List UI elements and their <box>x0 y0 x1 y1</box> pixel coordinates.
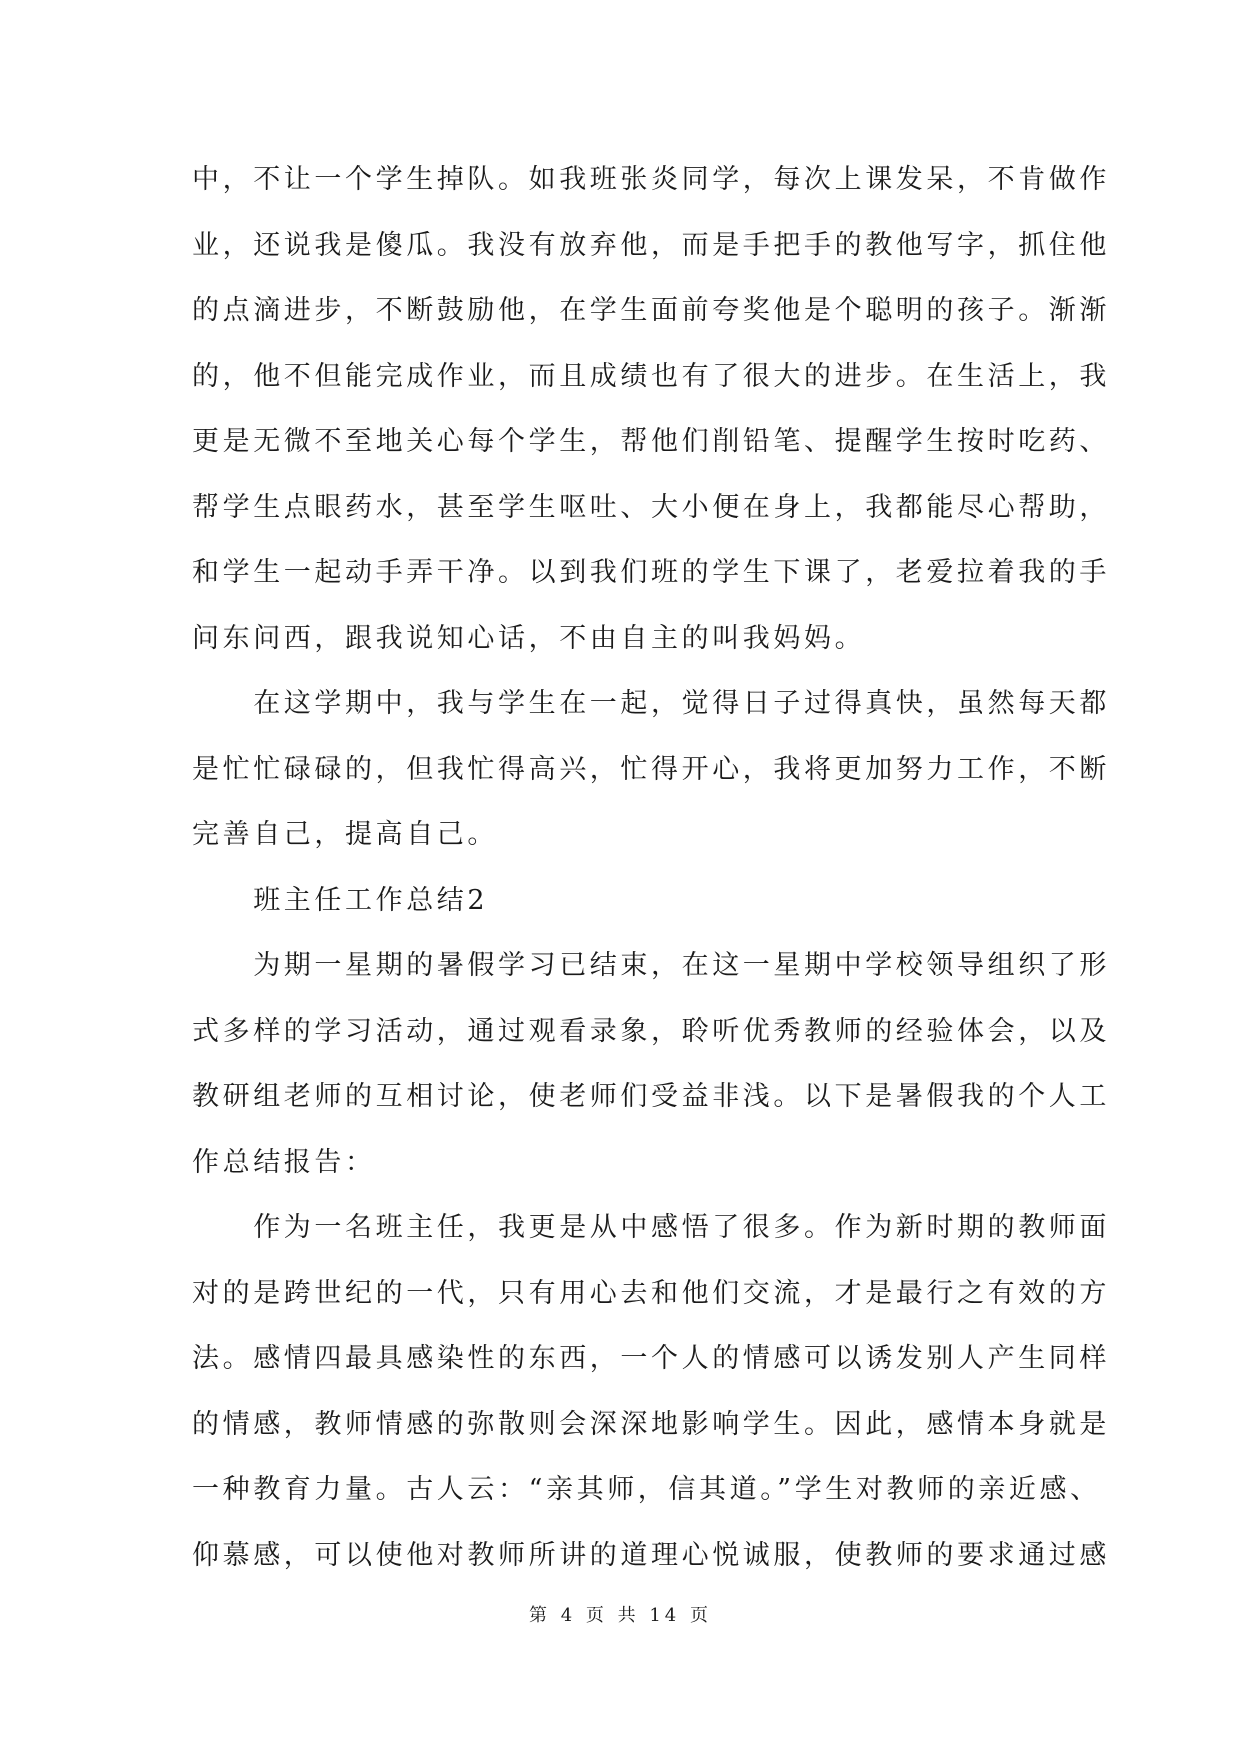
text-line: 帮学生点眼药水，甚至学生呕吐、大小便在身上，我都能尽心帮助， <box>192 491 1110 523</box>
section-heading: 班主任工作总结2 <box>192 884 489 916</box>
text-line: 教研组老师的互相讨论，使老师们受益非浅。以下是暑假我的个人工 <box>192 1081 1110 1112</box>
text-line: 式多样的学习活动，通过观看录象，聆听优秀教师的经验体会，以及 <box>192 1015 1110 1047</box>
document-body <box>192 160 1110 1601</box>
text-line: 法。感情四最具感染性的东西，一个人的情感可以诱发别人产生同样 <box>192 1343 1110 1374</box>
text-line: 是忙忙碌碌的，但我忙得高兴，忙得开心，我将更加努力工作，不断 <box>192 753 1110 785</box>
text-line: 的点滴进步，不断鼓励他，在学生面前夸奖他是个聪明的孩子。渐渐 <box>192 295 1110 326</box>
text-line: 更是无微不至地关心每个学生，帮他们削铅笔、提醒学生按时吃药、 <box>192 426 1110 457</box>
text-line: 作总结报告： <box>192 1146 376 1178</box>
text-line: 作为一名班主任，我更是从中感悟了很多。作为新时期的教师面 <box>192 1212 1110 1243</box>
page-number-footer: 第 4 页 共 14 页 <box>529 1605 712 1626</box>
text-line: 完善自己，提高自己。 <box>192 819 498 850</box>
text-line: 一种教育力量。古人云：“亲其师，信其道。”学生对教师的亲近感、 <box>192 1474 1101 1505</box>
text-line: 问东问西，跟我说知心话，不由自主的叫我妈妈。 <box>192 622 866 654</box>
text-line: 的，他不但能完成作业，而且成绩也有了很大的进步。在生活上，我 <box>192 360 1110 392</box>
text-line: 对的是跨世纪的一代，只有用心去和他们交流，才是最行之有效的方 <box>192 1277 1110 1309</box>
text-line: 和学生一起动手弄干净。以到我们班的学生下课了，老爱拉着我的手 <box>192 557 1110 588</box>
text-line: 的情感，教师情感的弥散则会深深地影响学生。因此，感情本身就是 <box>192 1408 1110 1440</box>
text-line: 业，还说我是傻瓜。我没有放弃他，而是手把手的教他写字，抓住他 <box>192 229 1110 261</box>
text-line: 在这学期中，我与学生在一起，觉得日子过得真快，虽然每天都 <box>192 688 1110 719</box>
text-line: 为期一星期的暑假学习已结束，在这一星期中学校领导组织了形 <box>192 950 1110 981</box>
text-line: 中，不让一个学生掉队。如我班张炎同学，每次上课发呆，不肯做作 <box>192 164 1110 195</box>
text-line: 仰慕感，可以使他对教师所讲的道理心悦诚服，使教师的要求通过感 <box>192 1539 1110 1571</box>
